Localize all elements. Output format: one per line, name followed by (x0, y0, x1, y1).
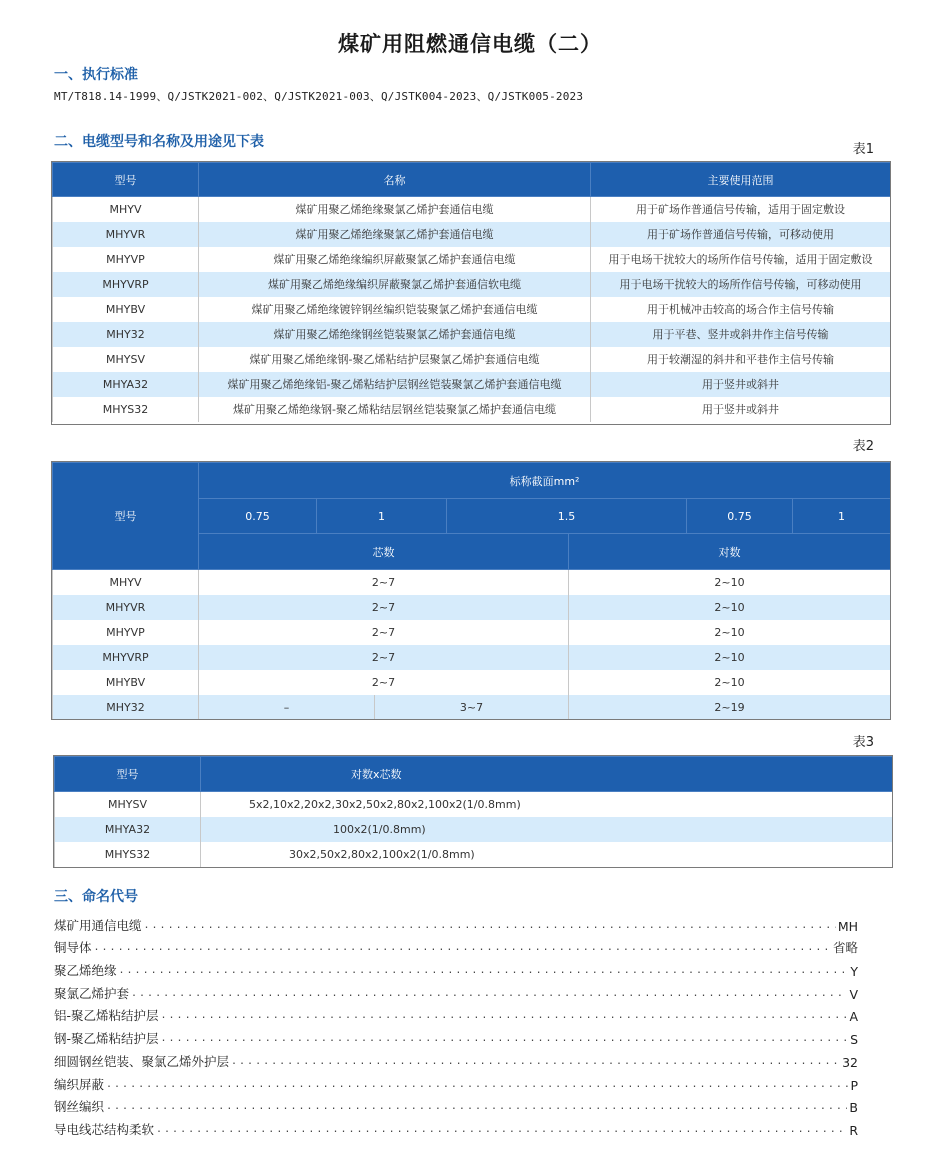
list-item (54, 934, 858, 957)
table2-body (53, 570, 891, 720)
dot-leader (106, 1101, 847, 1112)
t1-cell-usage: 用于较潮湿的斜井和平巷作主信号传输 (591, 347, 891, 372)
t2-cell-model: MHYVRP (53, 645, 199, 670)
t2-size-3: 1.5 (447, 499, 687, 534)
code-label: 聚乙烯绝缘 (54, 963, 117, 979)
t2-cell-cores: 3~7 (375, 695, 569, 720)
t1-cell-model: MHYVR (53, 222, 199, 247)
t2-cell-pairs: 2~10 (569, 620, 891, 645)
t1-cell-name: 煤矿用聚乙烯绝缘钢丝铠装聚氯乙烯护套通信电缆 (199, 322, 591, 347)
dot-leader (94, 942, 831, 953)
code-value: MH (837, 918, 858, 934)
code-value: P (850, 1077, 858, 1093)
table-row (53, 347, 891, 372)
dot-leader (231, 1056, 840, 1067)
t2-cell-cores: 2~7 (199, 670, 569, 695)
table-row (53, 197, 891, 222)
standards-text: MT/T818.14-1999、Q/JSTK2021-002、Q/JSTK2021-003、Q/JSTK004-2023、Q/JSTK005-2023 (54, 90, 584, 103)
t1-cell-usage: 用于矿场作普通信号传输，可移动使用 (591, 222, 891, 247)
code-label: 钢-聚乙烯粘结护层 (54, 1031, 159, 1047)
t1-cell-name: 煤矿用聚乙烯绝缘镀锌钢丝编织铠装聚氯乙烯护套通信电缆 (199, 297, 591, 322)
table-row (53, 372, 891, 397)
table-row (53, 620, 891, 645)
t1-cell-name: 煤矿用聚乙烯绝缘钢-聚乙烯粘结层钢丝铠装聚氯乙烯护套通信电缆 (199, 397, 591, 422)
code-value: Y (850, 964, 858, 980)
code-label: 铜导体 (54, 940, 92, 956)
table-row (53, 670, 891, 695)
t2-size-4: 0.75 (687, 499, 793, 534)
t3-cell-model: MHYA32 (55, 817, 201, 842)
list-item (54, 1115, 858, 1138)
code-value: S (850, 1032, 858, 1048)
table-row (53, 322, 891, 347)
table-row (53, 297, 891, 322)
t1-cell-name: 煤矿用聚乙烯绝缘编织屏蔽聚氯乙烯护套通信电缆 (199, 247, 591, 272)
t2-cell-pairs: 2~10 (569, 670, 891, 695)
list-item (54, 1047, 858, 1070)
table-row (53, 570, 891, 595)
code-label: 编织屏蔽 (54, 1076, 105, 1092)
t1-cell-usage: 用于电场干扰较大的场所作信号传输，适用于固定敷设 (591, 247, 891, 272)
t2-cell-cores: 2~7 (199, 645, 569, 670)
t2-cell-model: MHYBV (53, 670, 199, 695)
list-item (54, 911, 858, 934)
list-item (54, 1070, 858, 1093)
t1-cell-model: MHYBV (53, 297, 199, 322)
t1-cell-model: MHYVP (53, 247, 199, 272)
code-label: 导电线芯结构柔软 (54, 1121, 155, 1137)
t1-cell-model: MHYA32 (53, 372, 199, 397)
code-label: 细圆钢丝铠装、聚氯乙烯外护层 (54, 1053, 230, 1069)
table-row (55, 842, 893, 867)
table-row (55, 817, 893, 842)
t2-cell-cores: – (199, 695, 375, 720)
t2-header-section: 标称截面mm² (199, 463, 891, 499)
t1-cell-model: MHYVRP (53, 272, 199, 297)
t2-cell-model: MHYVP (53, 620, 199, 645)
t2-cell-pairs: 2~10 (569, 595, 891, 620)
table-row (53, 222, 891, 247)
page-title: 煤矿用阻燃通信电缆（二） (338, 32, 602, 56)
table-row (53, 695, 891, 720)
t1-header-model: 型号 (53, 163, 199, 197)
t1-header-usage: 主要使用范围 (591, 163, 891, 197)
table-row (53, 397, 891, 422)
t2-size-5: 1 (793, 499, 891, 534)
t1-cell-usage: 用于电场干扰较大的场所作信号传输，可移动使用 (591, 272, 891, 297)
t2-header-pairs: 对数 (569, 534, 891, 570)
t1-header-name: 名称 (199, 163, 591, 197)
list-item (54, 979, 858, 1002)
table3-body (55, 792, 893, 867)
code-value: B (849, 1100, 858, 1116)
code-value: V (849, 986, 858, 1002)
code-label: 煤矿用通信电缆 (54, 917, 142, 933)
t1-cell-name: 煤矿用聚乙烯绝缘铝-聚乙烯粘结护层钢丝铠装聚氯乙烯护套通信电缆 (199, 372, 591, 397)
t1-cell-name: 煤矿用聚乙烯绝缘聚氯乙烯护套通信电缆 (199, 197, 591, 222)
code-value: 省略 (832, 940, 858, 956)
table1-label: 表1 (852, 142, 874, 157)
t3-cell-model: MHYSV (55, 792, 201, 817)
t1-cell-usage: 用于矿场作普通信号传输，适用于固定敷设 (591, 197, 891, 222)
t2-size-1: 0.75 (199, 499, 317, 534)
table-row (53, 247, 891, 272)
t3-cell-spec: 100x2(1/0.8mm) (201, 817, 893, 842)
t1-cell-model: MHY32 (53, 322, 199, 347)
t3-cell-spec: 5x2,10x2,20x2,30x2,50x2,80x2,100x2(1/0.8mm) (201, 792, 893, 817)
code-label: 铝-聚乙烯粘结护层 (54, 1008, 159, 1024)
code-value: A (849, 1009, 858, 1025)
t2-cell-pairs: 2~19 (569, 695, 891, 720)
t2-size-2: 1 (317, 499, 447, 534)
dot-leader (131, 988, 847, 999)
table1-body (53, 197, 891, 422)
t2-cell-model: MHY32 (53, 695, 199, 720)
t3-cell-model: MHYS32 (55, 842, 201, 867)
t2-cell-cores: 2~7 (199, 595, 569, 620)
t2-cell-cores: 2~7 (199, 620, 569, 645)
section1-heading: 一、执行标准 (54, 67, 138, 83)
t2-cell-pairs: 2~10 (569, 645, 891, 670)
table-row (53, 272, 891, 297)
code-value: 32 (842, 1054, 858, 1070)
code-value: R (849, 1122, 858, 1138)
t1-cell-name: 煤矿用聚乙烯绝缘聚氯乙烯护套通信电缆 (199, 222, 591, 247)
dot-leader (161, 1033, 849, 1044)
code-label: 聚氯乙烯护套 (54, 985, 130, 1001)
t2-cell-model: MHYV (53, 570, 199, 595)
table2-label: 表2 (852, 439, 874, 454)
t3-header-model: 型号 (55, 757, 201, 792)
t1-cell-usage: 用于竖井或斜井 (591, 397, 891, 422)
table-row (53, 645, 891, 670)
t1-cell-usage: 用于竖井或斜井 (591, 372, 891, 397)
section2-heading: 二、电缆型号和名称及用途见下表 (54, 134, 264, 150)
t1-cell-usage: 用于机械冲击较高的场合作主信号传输 (591, 297, 891, 322)
t1-cell-model: MHYV (53, 197, 199, 222)
list-item (54, 1024, 858, 1047)
t1-cell-name: 煤矿用聚乙烯绝缘钢-聚乙烯粘结护层聚氯乙烯护套通信电缆 (199, 347, 591, 372)
t1-cell-name: 煤矿用聚乙烯绝缘编织屏蔽聚氯乙烯护套通信软电缆 (199, 272, 591, 297)
table1 (52, 162, 891, 422)
t1-cell-usage: 用于平巷、竖井或斜井作主信号传输 (591, 322, 891, 347)
naming-code-list (54, 911, 858, 1138)
t3-cell-spec: 30x2,50x2,80x2,100x2(1/0.8mm) (201, 842, 893, 867)
dot-leader (144, 920, 836, 931)
table2 (52, 462, 891, 720)
dot-leader (119, 965, 849, 976)
list-item (54, 956, 858, 979)
table-row (53, 595, 891, 620)
dot-leader (156, 1124, 847, 1135)
t2-cell-pairs: 2~10 (569, 570, 891, 595)
code-label: 钢丝编织 (54, 1099, 105, 1115)
dot-leader (161, 1010, 848, 1021)
table3 (54, 756, 893, 867)
list-item (54, 1093, 858, 1116)
t1-cell-model: MHYSV (53, 347, 199, 372)
t2-cell-cores: 2~7 (199, 570, 569, 595)
t2-header-model: 型号 (53, 463, 199, 570)
list-item (54, 1002, 858, 1025)
table3-label: 表3 (852, 735, 874, 750)
section3-heading: 三、命名代号 (54, 889, 138, 905)
t2-cell-model: MHYVR (53, 595, 199, 620)
t2-header-cores: 芯数 (199, 534, 569, 570)
t3-header-spec: 对数x芯数 (201, 757, 893, 792)
t1-cell-model: MHYS32 (53, 397, 199, 422)
dot-leader (106, 1079, 848, 1090)
table-row (55, 792, 893, 817)
